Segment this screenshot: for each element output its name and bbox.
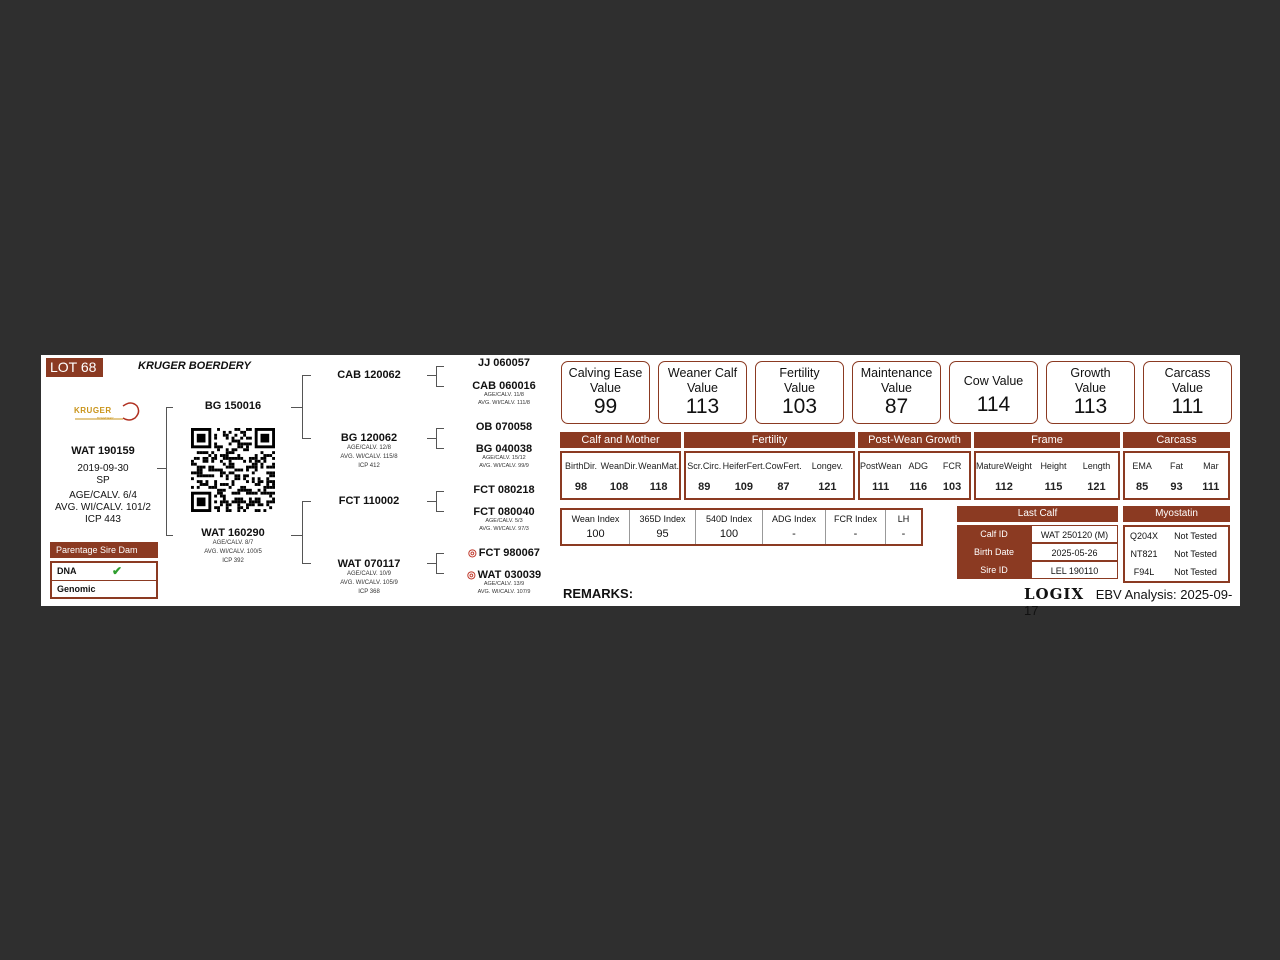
ebv-cell: FCR 103: [942, 460, 962, 493]
myostatin-row: [1125, 563, 1228, 581]
value-label: Growth: [1070, 366, 1111, 380]
gen3-id: BG 040038: [475, 443, 533, 455]
myostatin-row: [1125, 527, 1228, 545]
ebv-value: 116: [909, 481, 928, 493]
dam-age-calv: AGE/CALV. 8/7: [212, 540, 254, 546]
index-label: LH: [897, 514, 910, 524]
group-header-fertility: Fertility: [684, 432, 855, 448]
last-calf-key: Sire ID: [957, 561, 1031, 579]
lot-badge: LOT 68: [46, 358, 103, 377]
index-value: -: [792, 528, 796, 540]
gen3-id: WAT 030039: [477, 569, 542, 581]
group-header-calf-mother: Calf and Mother: [560, 432, 681, 448]
gen3-age-calv: AGE/CALV. 13/9: [483, 581, 525, 587]
ebv-value: 87: [777, 481, 790, 493]
ebv-value: 121: [818, 481, 837, 493]
value-number: 113: [685, 395, 720, 418]
parentage-row-genomic: [52, 581, 156, 598]
index-cell: [826, 510, 886, 544]
parentage-row-dna: [52, 563, 156, 581]
gen3-id: OB 070058: [475, 421, 533, 433]
index-cell: [696, 510, 763, 544]
check-icon: ✔: [112, 564, 123, 578]
gen3-age-calv: AGE/CALV. 11/8: [484, 392, 524, 398]
myostatin-marker: Q204X: [1129, 531, 1159, 541]
remarks-label: REMARKS:: [563, 586, 634, 601]
group-header-carcass: Carcass: [1123, 432, 1230, 448]
group-fertility: [684, 451, 855, 500]
lot-card: [41, 355, 1240, 618]
parentage-header: Parentage Sire Dam: [50, 542, 158, 558]
gen3-avg-wi: AVG. WI/CALV. 107/9: [477, 588, 531, 595]
group-frame: [974, 451, 1120, 500]
logix-logo: LOGIX: [1024, 585, 1085, 603]
myostatin-row: [1125, 545, 1228, 563]
group-post-wean: [858, 451, 971, 500]
value-label: Value: [880, 381, 913, 395]
animal-id: WAT 190159: [71, 445, 135, 457]
gen3-4: [459, 484, 549, 496]
target-icon: ◎: [466, 570, 476, 581]
index-table: [560, 508, 923, 546]
group-calf-mother: [560, 451, 681, 500]
gen2-id: WAT 070117: [337, 558, 401, 570]
animal-dob: 2019-09-30: [77, 463, 129, 474]
index-value: 100: [586, 528, 605, 540]
ebv-value: 108: [609, 481, 629, 493]
index-label: Wean Index: [571, 514, 620, 524]
animal-avg-wi: AVG. WI/CALV. 101/2: [55, 502, 151, 513]
gen2-3: [324, 558, 414, 597]
value-number: 111: [1171, 395, 1204, 418]
gen3-1: [459, 380, 549, 407]
ebv-value: 111: [872, 481, 890, 493]
gen2-1: [324, 432, 414, 471]
gen3-0: [459, 357, 549, 369]
gen3-age-calv: AGE/CALV. 5/3: [485, 518, 523, 524]
group-carcass: [1123, 451, 1230, 500]
value-label: Carcass: [1164, 366, 1211, 380]
myostatin-result: Not Tested: [1174, 531, 1217, 541]
gen3-3: [459, 443, 549, 470]
ebv-cell: Fat 93: [1169, 460, 1183, 493]
gen3-avg-wi: AVG. WI/CALV. 99/9: [479, 462, 529, 469]
gen2-id: BG 120062: [340, 432, 398, 444]
ebv-value: 121: [1087, 481, 1106, 493]
ebv-cell: Mar 111: [1202, 460, 1220, 493]
value-label: Calving Ease: [568, 366, 643, 380]
gen3-5: [459, 506, 549, 533]
ebv-cell: Length 121: [1082, 460, 1111, 493]
parentage-table: [50, 561, 158, 599]
ebv-value: 98: [574, 481, 588, 493]
logo-subtext: BOERDERY: [97, 416, 114, 420]
ebv-cell: Height 115: [1040, 460, 1067, 493]
value-label: Value: [783, 381, 816, 395]
ebv-cell: EMA 85: [1132, 460, 1152, 493]
myostatin-header: Myostatin: [1123, 506, 1230, 522]
index-label: 540D Index: [705, 514, 753, 524]
myostatin-result: Not Tested: [1174, 567, 1217, 577]
ebv-cell: Cow Fert. 87: [765, 460, 802, 493]
target-icon: ◎: [468, 548, 477, 559]
index-cell: [630, 510, 696, 544]
gen3-avg-wi: AVG. WI/CALV. 111/8: [478, 399, 530, 406]
gen3-id: FCT 080218: [473, 484, 535, 496]
gen3-id: FCT 080040: [473, 506, 535, 518]
value-label: Value: [1074, 381, 1107, 395]
index-value: 100: [719, 528, 739, 540]
value-label: Value: [1171, 381, 1204, 395]
ebv-value: 85: [1136, 481, 1149, 493]
last-calf-key: Birth Date: [957, 543, 1031, 561]
gen3-id: FCT 980067: [478, 547, 540, 559]
index-cell: [562, 510, 630, 544]
gen3-id: CAB 060016: [472, 380, 536, 392]
gen2-0: [324, 369, 414, 381]
ebv-value: 103: [942, 481, 962, 493]
ebv-analysis-date: EBV Analysis: 2025-09-17: [1024, 587, 1233, 618]
ebv-cell: Mature Weight 112: [976, 460, 1032, 493]
index-value: 95: [656, 528, 669, 540]
value-cow: [949, 361, 1038, 424]
ebv-cell: Wean Dir. 108: [600, 460, 638, 493]
gen2-icp: ICP 412: [358, 463, 380, 469]
logo-text: KRUGER: [74, 406, 112, 415]
dam-avg-wi: AVG. WI/CALV. 100/5: [204, 549, 262, 555]
value-label: Fertility: [779, 366, 820, 380]
gen2-avg-wi: AVG. WI/CALV. 105/9: [340, 580, 398, 586]
value-number: 103: [781, 395, 818, 418]
last-calf-value: LEL 190110: [1031, 561, 1118, 579]
ebv-value: 112: [995, 481, 1013, 493]
myostatin-result: Not Tested: [1174, 549, 1217, 559]
index-label: FCR Index: [833, 514, 877, 524]
footer: [1024, 585, 1240, 618]
value-label: Value: [686, 381, 719, 395]
myostatin-marker: NT821: [1130, 549, 1158, 559]
parentage-label: Genomic: [57, 584, 96, 594]
last-calf-row: [957, 561, 1118, 579]
sire-id: BG 150016: [204, 400, 262, 412]
ebv-cell: Scr. Circ. 89: [687, 460, 722, 493]
ebv-cell: ADG 116: [908, 460, 929, 493]
myostatin-table: [1123, 525, 1230, 583]
value-number: 113: [1073, 395, 1108, 418]
last-calf-table: [957, 525, 1118, 579]
value-maintenance: [852, 361, 941, 424]
value-carcass: [1143, 361, 1232, 424]
index-value: -: [853, 528, 858, 540]
ebv-cell: Birth Dir. 98: [565, 460, 598, 493]
group-header-post-wean: Post-Wean Growth: [858, 432, 971, 448]
dam-block: [189, 527, 277, 566]
ebv-value: 109: [734, 481, 754, 493]
index-cell: [886, 510, 921, 544]
ebv-value: 89: [698, 481, 711, 493]
gen2-id: FCT 110002: [338, 495, 400, 507]
dam-id: WAT 160290: [201, 527, 265, 539]
animal-age-calv: AGE/CALV. 6/4: [69, 490, 137, 501]
gen2-avg-wi: AVG. WI/CALV. 115/8: [340, 454, 398, 460]
gen2-2: [324, 495, 414, 507]
value-label: Weaner Calf: [667, 366, 738, 380]
index-cell: [763, 510, 826, 544]
value-calving-ease: [561, 361, 650, 424]
value-label: Value: [589, 381, 622, 395]
ebv-cell: Post Wean 111: [860, 460, 902, 493]
dam-icp: ICP 392: [222, 558, 244, 564]
animal-info: [55, 445, 151, 526]
value-weaner-calf: [658, 361, 747, 424]
animal-type: SP: [96, 475, 110, 486]
ebv-value: 115: [1044, 481, 1063, 493]
ebv-cell: Wean Mat. 118: [638, 460, 679, 493]
value-label: Cow Value: [963, 374, 1024, 388]
value-fertility: [755, 361, 844, 424]
ebv-value: 93: [1170, 481, 1183, 493]
last-calf-key: Calf ID: [957, 525, 1031, 543]
gen2-age-calv: AGE/CALV. 12/8: [346, 445, 392, 451]
last-calf-row: [957, 543, 1118, 561]
ebv-value: 118: [649, 481, 668, 493]
ebv-cell: Heifer Fert. 109: [722, 460, 766, 493]
index-label: 365D Index: [639, 514, 686, 524]
group-header-frame: Frame: [974, 432, 1120, 448]
qr-code[interactable]: [191, 428, 275, 512]
farm-name: KRUGER BOERDERY: [138, 360, 251, 372]
gen2-id: CAB 120062: [337, 369, 401, 381]
last-calf-header: Last Calf: [957, 506, 1118, 522]
ebv-cell: Longev. 121: [811, 460, 844, 493]
value-number: 87: [884, 395, 909, 418]
gen3-2: [459, 421, 549, 433]
farm-logo: [71, 398, 143, 428]
last-calf-row: [957, 525, 1118, 543]
value-growth: [1046, 361, 1135, 424]
gen3-id: JJ 060057: [478, 357, 530, 369]
last-calf-value: 2025-05-26: [1031, 543, 1118, 561]
parentage-label: DNA: [57, 566, 77, 576]
myostatin-marker: F94L: [1133, 567, 1155, 577]
gen2-age-calv: AGE/CALV. 10/9: [346, 571, 392, 577]
gen3-7: [459, 569, 549, 596]
value-number: 114: [976, 393, 1011, 416]
gen2-icp: ICP 368: [358, 589, 380, 595]
index-label: ADG Index: [771, 514, 817, 524]
gen3-6: [459, 547, 549, 559]
value-number: 99: [593, 395, 618, 418]
value-label: Maintenance: [860, 366, 933, 380]
gen3-avg-wi: AVG. WI/CALV. 97/3: [479, 525, 529, 532]
last-calf-value: WAT 250120 (M): [1031, 525, 1118, 543]
ebv-value: 111: [1202, 481, 1220, 493]
gen3-age-calv: AGE/CALV. 15/12: [482, 455, 526, 461]
index-value: -: [901, 528, 906, 540]
animal-icp: ICP 443: [85, 514, 121, 525]
